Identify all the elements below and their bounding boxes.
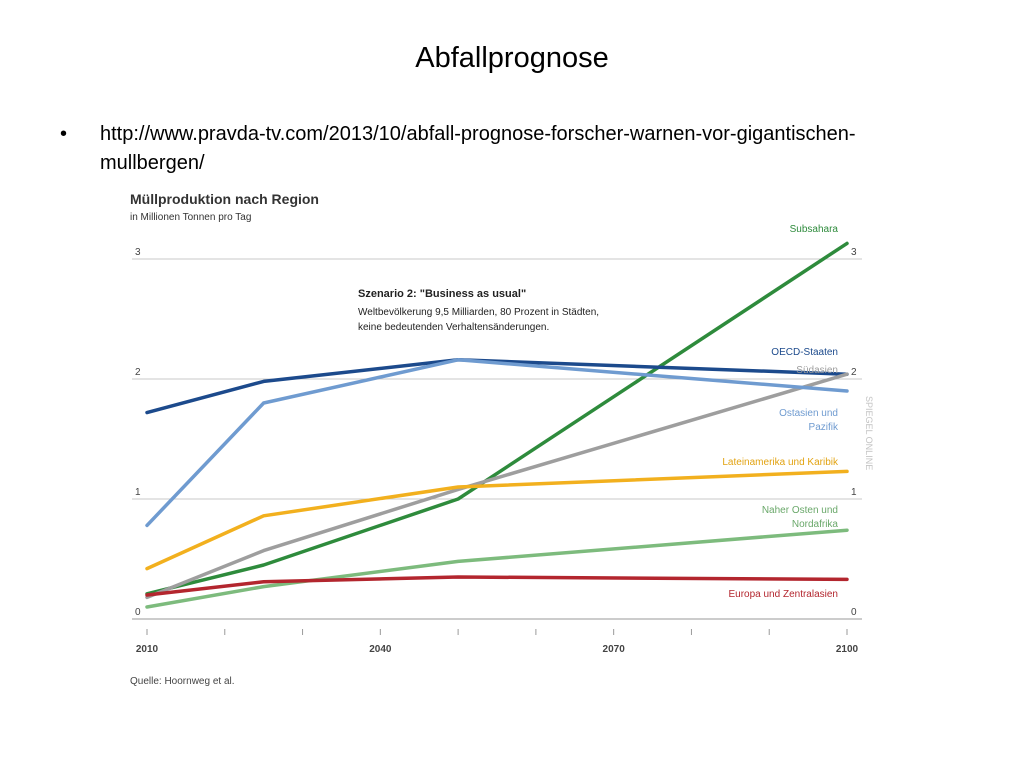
x-tick-label-2070: 2070 bbox=[602, 644, 625, 655]
series-labels bbox=[722, 224, 839, 600]
chart-title: Müllproduktion nach Region bbox=[130, 191, 319, 207]
y-tick-labels bbox=[135, 247, 857, 618]
series-label-naher-osten-und-nordafrika: Naher Osten und bbox=[761, 505, 838, 516]
annotation-title: Szenario 2: "Business as usual" bbox=[358, 288, 527, 300]
waste-forecast-chart bbox=[120, 180, 880, 700]
x-tick-label-2010: 2010 bbox=[135, 644, 159, 655]
source-url-link[interactable]: http://www.pravda-tv.com/2013/10/abfall-prognose-forscher-warnen-vor-gigantischen-mullbergen/ bbox=[100, 123, 856, 174]
y-tick-label-right-2: 2 bbox=[851, 367, 857, 378]
series-label-ostasien-und-pazifik: Ostasien und bbox=[779, 408, 838, 419]
annotation-line-2: keine bedeutenden Verhaltensänderungen. bbox=[358, 322, 550, 333]
slide-title: Abfallprognose bbox=[415, 42, 609, 74]
spiegel-online-watermark: SPIEGEL ONLINE bbox=[864, 396, 874, 471]
series-label-oecd-staaten: OECD-Staaten bbox=[771, 347, 838, 358]
series-label-ostasien-und-pazifik: Pazifik bbox=[808, 422, 838, 433]
series-label-europa-und-zentralasien: Europa und Zentralasien bbox=[728, 589, 838, 600]
y-tick-label-left-0: 0 bbox=[135, 607, 141, 618]
series-label-südasien: Südasien bbox=[796, 365, 838, 376]
x-tick-label-2100: 2100 bbox=[835, 644, 859, 655]
annotation-line-1: Weltbevölkerung 9,5 Milliarden, 80 Prozent in Städten, bbox=[358, 307, 600, 318]
y-tick-label-right-1: 1 bbox=[851, 487, 857, 498]
y-tick-label-right-0: 0 bbox=[851, 607, 857, 618]
series-label-lateinamerika-und-karibik: Lateinamerika und Karibik bbox=[722, 457, 838, 468]
bullet-symbol: • bbox=[60, 123, 68, 145]
x-tick-labels bbox=[136, 644, 859, 655]
y-tick-label-left-2: 2 bbox=[135, 367, 141, 378]
x-tick-label-2040: 2040 bbox=[369, 644, 392, 655]
y-tick-label-left-1: 1 bbox=[135, 487, 141, 498]
scenario-annotation bbox=[358, 288, 599, 333]
chart-source: Quelle: Hoornweg et al. bbox=[130, 676, 235, 687]
series-label-subsahara: Subsahara bbox=[789, 224, 838, 235]
y-tick-label-left-3: 3 bbox=[135, 247, 141, 258]
series-label-naher-osten-und-nordafrika: Nordafrika bbox=[791, 519, 838, 530]
y-tick-label-right-3: 3 bbox=[851, 247, 857, 258]
chart-subtitle: in Millionen Tonnen pro Tag bbox=[130, 212, 252, 223]
